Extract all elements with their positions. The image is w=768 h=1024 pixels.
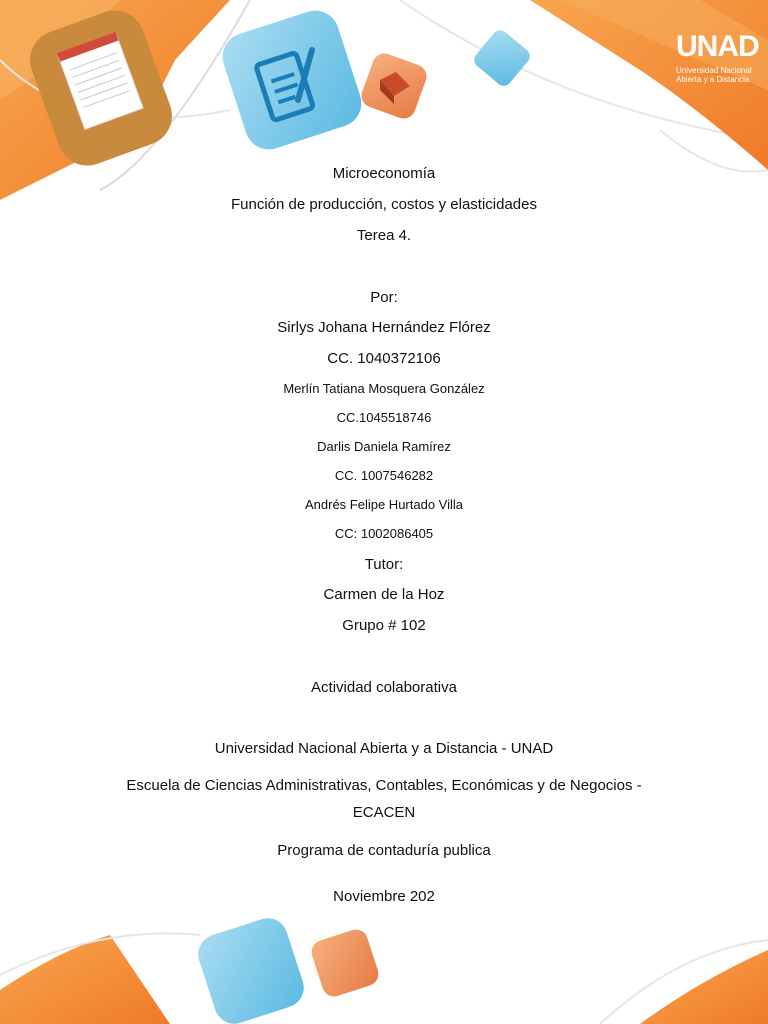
orange-shape-bottom-right	[640, 950, 768, 1024]
footer-decoration	[0, 900, 768, 1024]
author-name: Merlín Tatiana Mosquera González	[283, 381, 485, 396]
author-id: CC. 1040372106	[327, 350, 441, 367]
author-id: CC.1045518746	[336, 410, 432, 425]
author-id: CC. 1007546282	[334, 468, 434, 483]
salmon-tile-shape	[308, 926, 381, 999]
document-date: Noviembre 202	[333, 888, 435, 905]
school-name: Escuela de Ciencias Administrativas, Contables, Económicas y de Negocios -	[126, 777, 642, 794]
course-title: Microeconomía	[332, 165, 436, 182]
logo-subtitle	[676, 66, 752, 84]
tutor-name: Carmen de la Hoz	[323, 586, 445, 603]
unad-logo	[672, 18, 760, 84]
author-name: Sirlys Johana Hernández Flórez	[277, 319, 491, 336]
author-name: Andrés Felipe Hurtado Villa	[304, 497, 463, 512]
university-name: Universidad Nacional Abierta y a Distancia - UNAD	[214, 740, 554, 757]
author-name: Darlis Daniela Ramírez	[317, 439, 451, 454]
activity-type: Actividad colaborativa	[311, 679, 457, 696]
group-number: Grupo # 102	[342, 617, 426, 634]
blue-tile-shape	[193, 913, 309, 1024]
tutor-label: Tutor:	[364, 556, 404, 573]
blue-diamond-shape	[471, 27, 533, 89]
clipboard-icon	[216, 4, 367, 155]
school-acronym: ECACEN	[352, 804, 416, 821]
orange-shape-bottom-left	[0, 935, 170, 1024]
author-id: CC: 1002086405	[334, 526, 434, 541]
logo-subtitle-line2: Abierta y a Distancia	[676, 75, 750, 84]
by-label: Por:	[370, 289, 398, 306]
program-name: Programa de contaduría publica	[277, 842, 491, 859]
assignment-title: Terea 4.	[356, 227, 412, 244]
logo-subtitle-line1: Universidad Nacional	[676, 66, 752, 75]
logo-brand: UNAD	[676, 30, 759, 63]
book-icon	[358, 50, 430, 122]
topic-title: Función de producción, costos y elasticidades	[230, 196, 537, 213]
